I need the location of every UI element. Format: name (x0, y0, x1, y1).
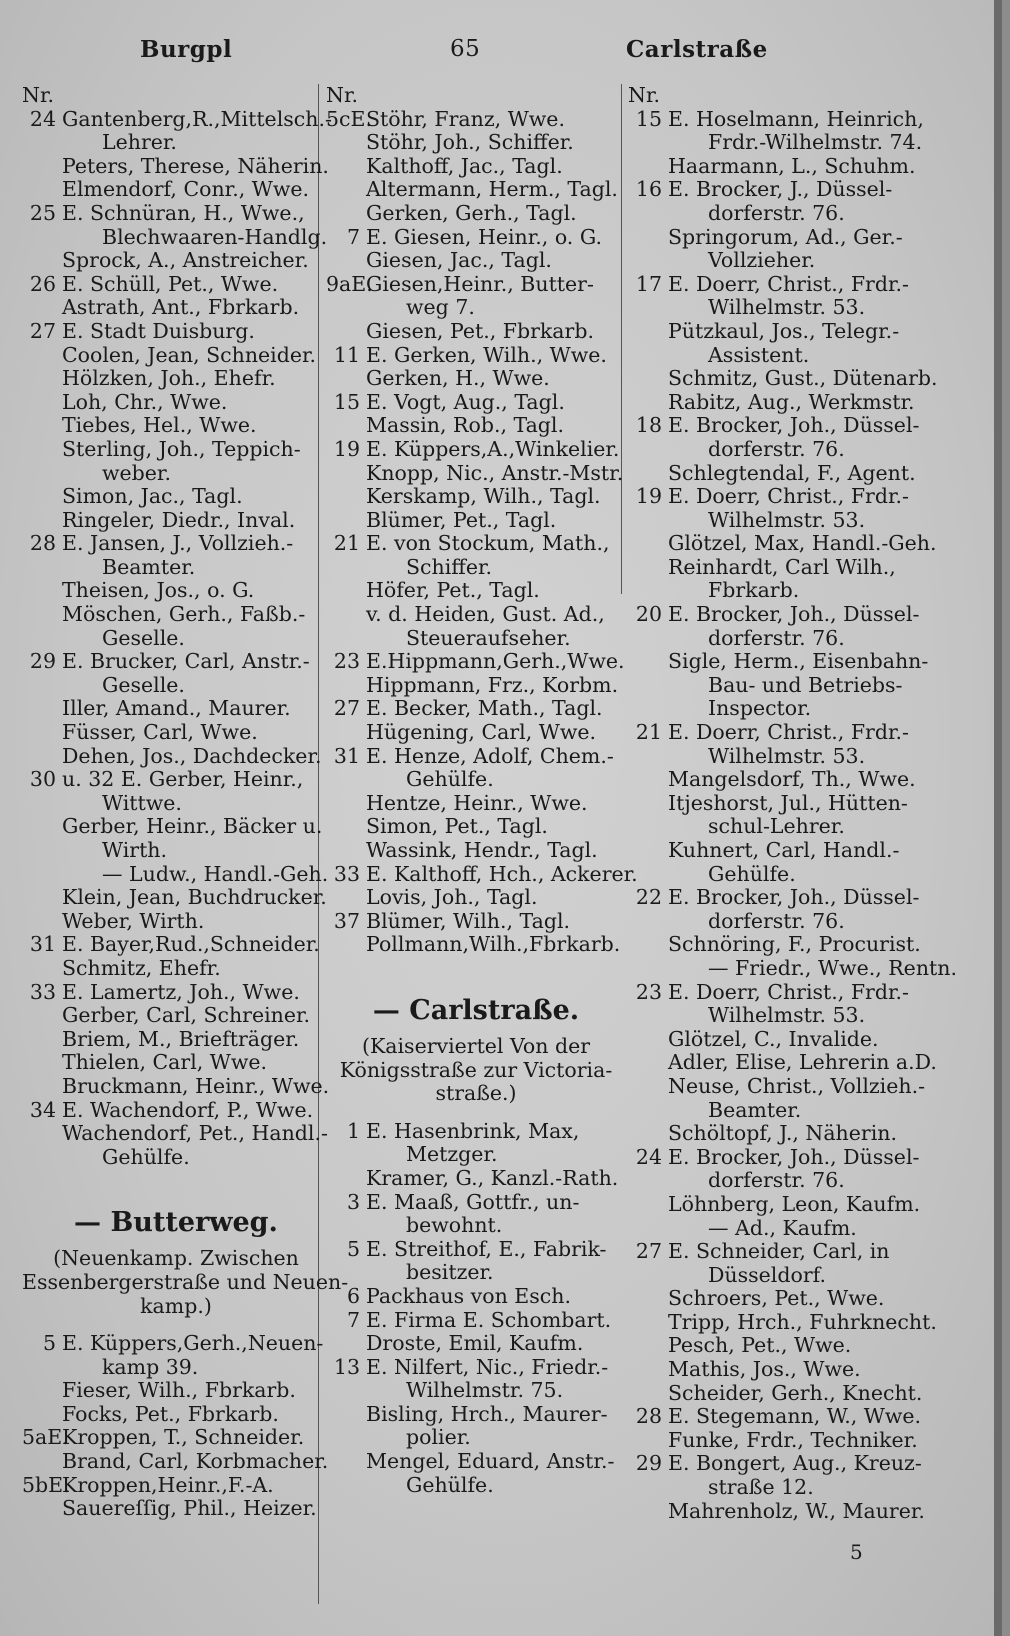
entry-line: Thielen, Carl, Wwe. (62, 1050, 268, 1075)
entry-line (628, 178, 928, 202)
footer-mark: 5 (850, 1540, 863, 1564)
entry-line: Hügening, Carl, Wwe. (366, 720, 597, 745)
entry-line: Sigle, Herm., Eisenbahn- (668, 649, 929, 674)
house-number: 5cE. (326, 106, 373, 131)
entry-line: Mangelsdorf, Th., Wwe. (668, 767, 916, 792)
house-number: 27 (635, 1239, 662, 1264)
entry-line (326, 532, 626, 556)
entry-line: Astrath, Ant., Fbrkarb. (62, 295, 300, 320)
entry-line: dorferstr. 76. (708, 200, 845, 225)
entry-line: — Ad., Kaufm. (708, 1215, 857, 1240)
entry-line: dorferstr. 76. (708, 436, 845, 461)
entry-text: E. Vogt, Aug., Tagl. (366, 389, 565, 414)
street-description: straße.) (435, 1081, 517, 1106)
entry-line: Simon, Pet., Tagl. (366, 814, 548, 839)
house-number: 24 (29, 106, 56, 131)
entry-line: Schroers, Pet., Wwe. (668, 1286, 885, 1311)
entry-line: Gerken, H., Wwe. (366, 366, 550, 391)
entry-line: weber. (102, 460, 171, 485)
entry-line (326, 1120, 626, 1144)
entry-line: Schmitz, Ehefr. (62, 955, 221, 980)
entry-line: Pollmann,Wilh.,Fbrkarb. (366, 932, 621, 957)
entry-line: Lovis, Joh., Tagl. (366, 885, 538, 910)
entry-text: E. Bayer,Rud.,Schneider. (62, 932, 320, 957)
entry-line: Klein, Jean, Buchdrucker. (62, 885, 327, 910)
house-number: 28 (29, 531, 56, 556)
house-number: 27 (29, 318, 56, 343)
house-number: 5aE. (22, 1425, 69, 1450)
house-number: 15 (333, 389, 360, 414)
entry-text: Stöhr, Franz, Wwe. (366, 106, 565, 131)
entry-line: Steueraufseher. (406, 625, 571, 650)
house-number: 19 (635, 484, 662, 509)
house-number: 11 (333, 342, 360, 367)
entry-line: Mathis, Jos., Wwe. (668, 1357, 861, 1382)
entry-line (326, 1238, 626, 1262)
entry-text: E. Jansen, J., Vollzieh.- (62, 531, 294, 556)
entry-line (22, 1474, 330, 1498)
house-number: 17 (635, 271, 662, 296)
entry-text: E. Brocker, Joh., Düssel- (668, 602, 920, 627)
entry-text: E. Gerken, Wilh., Wwe. (366, 342, 607, 367)
house-number: 9aE. (326, 271, 373, 296)
entry-line (22, 933, 330, 957)
entry-line: Löhnberg, Leon, Kaufm. (668, 1191, 921, 1216)
entry-line: Wirth. (102, 838, 168, 862)
entry-text: E. Doerr, Christ., Frdr.- (668, 720, 909, 745)
entry-line (326, 344, 626, 368)
entry-line: Sauereſſig, Phil., Heizer. (62, 1496, 317, 1521)
header-right: Carlstraße (626, 36, 768, 63)
entry-line: Schnöring, F., Procurist. (668, 932, 921, 957)
house-number: 5 (42, 1331, 56, 1356)
entry-line: Geselle. (102, 625, 185, 650)
entry-line (628, 273, 928, 297)
entry-line (326, 438, 626, 462)
entry-text: E. Bongert, Aug., Kreuz- (668, 1451, 922, 1476)
entry-line: Glötzel, Max, Handl.-Geh. (668, 531, 937, 556)
entry-line (628, 485, 928, 509)
entry-line: Knopp, Nic., Anstr.-Mstr. (366, 460, 624, 485)
entry-line: Itjeshorst, Jul., Hütten- (668, 790, 908, 815)
street-heading: — Carlstraße. (372, 994, 580, 1026)
house-number: 33 (29, 979, 56, 1004)
house-number: 15 (635, 106, 662, 131)
entry-text: E. von Stockum, Math., (366, 531, 610, 556)
entry-line (326, 910, 626, 934)
entry-text: E. Firma E. Schombart. (366, 1307, 612, 1332)
entry-line: Gerber, Carl, Schreiner. (62, 1003, 311, 1028)
house-number: 25 (29, 200, 56, 225)
entry-line (326, 1285, 626, 1309)
entry-line: dorferstr. 76. (708, 908, 845, 933)
entry-line (22, 650, 330, 674)
entry-line: Wilhelmstr. 53. (708, 743, 866, 768)
entry-text: E. Schüll, Pet., Wwe. (62, 271, 279, 296)
entry-line (326, 697, 626, 721)
house-number: 23 (333, 649, 360, 674)
entry-line: Blümer, Pet., Tagl. (366, 507, 557, 532)
entry-text: E. Wachendorf, P., Wwe. (62, 1097, 314, 1122)
entry-line: Hölzken, Joh., Ehefr. (62, 366, 276, 391)
entry-line: Pesch, Pet., Wwe. (668, 1333, 852, 1358)
entry-text: E. Brocker, J., Düssel- (668, 177, 893, 202)
entry-text: E. Doerr, Christ., Frdr.- (668, 484, 909, 509)
entry-text: E. Giesen, Heinr., o. G. (366, 224, 602, 249)
entry-line: Vollzieher. (708, 248, 816, 273)
entry-line (628, 1146, 928, 1170)
house-number: 28 (635, 1404, 662, 1429)
entry-line (326, 650, 626, 674)
entry-text: E. Küppers,Gerh.,Neuen- (62, 1331, 324, 1356)
entry-line: Bau- und Betriebs- (708, 672, 903, 697)
entry-line: Wittwe. (102, 790, 182, 815)
house-number: 31 (29, 932, 56, 957)
entry-line: Scheider, Gerh., Knecht. (668, 1380, 923, 1405)
entry-line: Mengel, Eduard, Anstr.- (366, 1449, 615, 1474)
entry-line: Fieser, Wilh., Fbrkarb. (62, 1378, 296, 1403)
entry-line: Bisling, Hrch., Maurer- (366, 1401, 608, 1426)
house-number: 24 (635, 1144, 662, 1169)
street-description: (Kaiserviertel Von der (361, 1033, 591, 1058)
street-description: (Neuenkamp. Zwischen (53, 1246, 299, 1271)
entry-line: Focks, Pet., Fbrkarb. (62, 1401, 279, 1426)
entry-text: u. 32 E. Gerber, Heinr., (62, 767, 304, 792)
entry-line: Reinhardt, Carl Wilh., (668, 554, 896, 579)
entry-line (628, 981, 928, 1005)
entry-line: Tripp, Hrch., Fuhrknecht. (668, 1309, 937, 1334)
entry-line: Brand, Carl, Korbmacher. (62, 1449, 329, 1474)
entry-line: Elmendorf, Conr., Wwe. (62, 177, 310, 202)
entry-line: Kramer, G., Kanzl.-Rath. (366, 1165, 619, 1190)
entry-line: Rabitz, Aug., Werkmstr. (668, 389, 915, 414)
entry-line: Stöhr, Joh., Schiffer. (366, 130, 574, 155)
entry-text: E. Doerr, Christ., Frdr.- (668, 979, 909, 1004)
page-edge (994, 0, 1002, 1636)
entry-text: E. Brucker, Carl, Anstr.- (62, 649, 310, 674)
entry-line: Weber, Wirth. (62, 908, 205, 933)
entry-line: dorferstr. 76. (708, 1168, 845, 1193)
entry-line: Gehülfe. (406, 1472, 494, 1497)
entry-line: Springorum, Ad., Ger.- (668, 224, 903, 249)
entry-line: Möschen, Gerh., Faßb.- (62, 602, 306, 627)
entry-line: Inspector. (708, 696, 812, 721)
entry-line: Simon, Jac., Tagl. (62, 484, 243, 509)
entry-line (22, 108, 330, 132)
house-number: 26 (29, 271, 56, 296)
house-number: 31 (333, 743, 360, 768)
entry-line: Pützkaul, Jos., Telegr.- (668, 318, 900, 343)
entry-text: Kroppen, T., Schneider. (62, 1425, 305, 1450)
entry-line: Neuse, Christ., Vollzieh.- (668, 1073, 926, 1098)
entry-line: Gerken, Gerh., Tagl. (366, 200, 577, 225)
entry-line: Sterling, Joh., Teppich- (62, 436, 301, 461)
entry-line: Beamter. (102, 554, 196, 579)
entry-line (22, 1332, 330, 1356)
entry-line: Wilhelmstr. 53. (708, 295, 866, 320)
page-number: 65 (450, 36, 481, 62)
entry-line: Funke, Frdr., Techniker. (668, 1427, 918, 1452)
entry-line: Lehrer. (102, 130, 177, 155)
entry-text: E. Henze, Adolf, Chem.- (366, 743, 614, 768)
entry-text: E. Brocker, Joh., Düssel- (668, 413, 920, 438)
entry-line: Gehülfe. (102, 1144, 190, 1169)
house-number: 34 (29, 1097, 56, 1122)
entry-line (628, 1240, 928, 1264)
spacer (22, 1318, 330, 1332)
entry-line: Metzger. (406, 1142, 498, 1167)
entry-line: Schlegtendal, F., Agent. (668, 460, 916, 485)
entry-line: Assistent. (708, 342, 810, 367)
entry-line (22, 273, 330, 297)
entry-line (628, 1452, 928, 1476)
house-number: 37 (333, 908, 360, 933)
entry-line: Wilhelmstr. 53. (708, 507, 866, 532)
entry-line: — Friedr., Wwe., Rentn. (708, 955, 957, 980)
house-number: 29 (635, 1451, 662, 1476)
entry-line (326, 745, 626, 769)
column-2 (326, 83, 638, 1497)
entry-line (22, 532, 330, 556)
house-number: 3 (346, 1189, 360, 1214)
entry-text: E. Nilfert, Nic., Friedr.- (366, 1354, 609, 1379)
entry-line: besitzer. (406, 1260, 494, 1285)
entry-line: Höfer, Pet., Tagl. (366, 578, 540, 603)
house-number: 33 (333, 861, 360, 886)
street-heading: — Butterweg. (74, 1207, 278, 1239)
column-3 (628, 83, 957, 1523)
entry-line: polier. (406, 1425, 471, 1450)
entry-text: E. Lamertz, Joh., Wwe. (62, 979, 300, 1004)
entry-text: Giesen,Heinr., Butter- (366, 271, 594, 296)
column-label: Nr. (628, 83, 661, 107)
spacer (22, 1169, 330, 1199)
entry-line: kamp 39. (102, 1354, 199, 1379)
entry-line (326, 108, 626, 132)
entry-line (326, 1191, 626, 1215)
entry-text: E. Stadt Duisburg. (62, 318, 255, 343)
entry-line: Droste, Emil, Kaufm. (366, 1331, 584, 1356)
entry-line: — Ludw., Handl.-Geh. (102, 861, 329, 886)
entry-line: Altermann, Herm., Tagl. (366, 177, 618, 202)
entry-text: E. Küppers,A.,Winkelier. (366, 436, 620, 461)
entry-line: Fbrkarb. (708, 578, 800, 603)
entry-text: Gantenberg,R.,Mittelsch.- (62, 106, 332, 131)
entry-line: Hentze, Heinr., Wwe. (366, 790, 588, 815)
entry-line: Mahrenholz, W., Maurer. (668, 1498, 925, 1523)
entry-text: Packhaus von Esch. (366, 1283, 571, 1308)
entry-line: Glötzel, C., Invalide. (668, 1026, 879, 1051)
entry-text: E. Becker, Math., Tagl. (366, 696, 603, 721)
entry-line (22, 1426, 330, 1450)
street-description: Königsstraße zur Victoria- (339, 1057, 613, 1082)
entry-line (628, 603, 928, 627)
entry-line (22, 1099, 330, 1123)
entry-line (22, 768, 330, 792)
entry-line: Gerber, Heinr., Bäcker u. (62, 814, 323, 839)
entry-text: E. Stegemann, W., Wwe. (668, 1404, 922, 1429)
entry-line: v. d. Heiden, Gust. Ad., (366, 602, 605, 627)
entry-line: Tiebes, Hel., Wwe. (62, 413, 257, 438)
entry-text: E. Hasenbrink, Max, (366, 1118, 580, 1143)
street-description: Essenbergerstraße und Neuen- (22, 1269, 349, 1294)
house-number: 27 (333, 696, 360, 721)
entry-line (326, 273, 626, 297)
entry-line (628, 1405, 928, 1429)
entry-text: E. Maaß, Gottfr., un- (366, 1189, 580, 1214)
entry-line (628, 414, 928, 438)
entry-text: E. Brocker, Joh., Düssel- (668, 1144, 920, 1169)
entry-line (628, 886, 928, 910)
house-number: 13 (333, 1354, 360, 1379)
entry-line: Giesen, Pet., Fbrkarb. (366, 318, 594, 343)
entry-line: schul-Lehrer. (708, 814, 845, 839)
entry-line: Gehülfe. (708, 861, 796, 886)
house-number: 1 (346, 1118, 360, 1143)
entry-line: Schmitz, Gust., Dütenarb. (668, 366, 938, 391)
street-description: kamp.) (140, 1293, 212, 1318)
spacer (326, 1106, 626, 1120)
house-number: 16 (635, 177, 662, 202)
entry-line: straße 12. (708, 1475, 814, 1500)
entry-line: Massin, Rob., Tagl. (366, 413, 564, 438)
entry-line (326, 226, 626, 250)
entry-line: Loh, Chr., Wwe. (62, 389, 228, 414)
entry-line: Beamter. (708, 1097, 802, 1122)
house-number: 7 (346, 1307, 360, 1332)
entry-line: Wachendorf, Pet., Handl.- (62, 1121, 328, 1146)
entry-text: Blümer, Wilh., Tagl. (366, 908, 571, 933)
column-label: Nr. (326, 83, 359, 107)
entry-line: weg 7. (406, 295, 475, 320)
entry-line (326, 861, 638, 887)
house-number: 18 (635, 413, 662, 438)
entry-line: Adler, Elise, Lehrerin a.D. (668, 1050, 937, 1075)
house-number: 29 (29, 649, 56, 674)
entry-line: Dehen, Jos., Dachdecker. (62, 743, 322, 768)
entry-line (22, 320, 330, 344)
column-label: Nr. (22, 83, 55, 107)
entry-line: Bruckmann, Heinr., Wwe. (62, 1073, 330, 1098)
house-number: 22 (635, 885, 662, 910)
house-number: 21 (635, 720, 662, 745)
entry-line: Wilhelmstr. 75. (406, 1378, 564, 1403)
entry-line (326, 1309, 626, 1333)
entry-line: Düsseldorf. (708, 1262, 827, 1287)
entry-line: Kuhnert, Carl, Handl.- (668, 838, 900, 862)
entry-line: Schiffer. (406, 554, 493, 579)
entry-text: E.Hippmann,Gerh.,Wwe. (366, 649, 625, 674)
entry-text: E. Brocker, Joh., Düssel- (668, 885, 920, 910)
entry-line: Coolen, Jean, Schneider. (62, 342, 317, 367)
entry-line: Füsser, Carl, Wwe. (62, 720, 258, 745)
entry-text: E. Doerr, Christ., Frdr.- (668, 271, 909, 296)
house-number: 6 (346, 1283, 360, 1308)
entry-line: Kalthoff, Jac., Tagl. (366, 153, 563, 178)
entry-text: E. Kalthoff, Hch., Ackerer. (366, 861, 638, 886)
entry-line (326, 1356, 626, 1380)
entry-line (22, 202, 330, 226)
house-number: 21 (333, 531, 360, 556)
entry-line: Sprock, A., Anstreicher. (62, 248, 309, 273)
entry-line: Giesen, Jac., Tagl. (366, 248, 552, 273)
entry-line: Wilhelmstr. 53. (708, 1003, 866, 1028)
entry-text: E. Streithof, E., Fabrik- (366, 1236, 607, 1261)
entry-line: bewohnt. (406, 1213, 503, 1238)
entry-line: Theisen, Jos., o. G. (62, 578, 255, 603)
entry-line: Briem, M., Briefträger. (62, 1026, 300, 1051)
entry-line (326, 391, 626, 415)
entry-line: Wassink, Hendr., Tagl. (366, 838, 598, 862)
house-number: 23 (635, 979, 662, 1004)
entry-line: Kerskamp, Wilh., Tagl. (366, 484, 601, 509)
entry-text: E. Schnüran, H., Wwe., (62, 200, 305, 225)
house-number: 30 (29, 767, 56, 792)
entry-line: dorferstr. 76. (708, 625, 845, 650)
entry-line: Peters, Therese, Näherin. (62, 153, 329, 178)
entry-line: Ringeler, Diedr., Inval. (62, 507, 296, 532)
house-number: 19 (333, 436, 360, 461)
header-left: Burgpl (140, 36, 233, 63)
entry-line: Gehülfe. (406, 767, 494, 792)
entry-line (628, 108, 928, 132)
entry-line: Haarmann, L., Schuhm. (668, 153, 916, 178)
entry-line (628, 721, 928, 745)
spacer (326, 957, 626, 987)
entry-line: Hippmann, Frz., Korbm. (366, 672, 619, 697)
house-number: 20 (635, 602, 662, 627)
entry-line: Blechwaaren-Handlg. (102, 224, 328, 249)
house-number: 5bE. (22, 1472, 70, 1497)
entry-text: Kroppen,Heinr.,F.-A. (62, 1472, 274, 1497)
entry-line: Geselle. (102, 672, 185, 697)
entry-line: Frdr.-Wilhelmstr. 74. (708, 130, 923, 155)
entry-text: E. Hoselmann, Heinrich, (668, 106, 924, 131)
entry-line: Schöltopf, J., Näherin. (668, 1121, 897, 1146)
entry-line: Iller, Amand., Maurer. (62, 696, 291, 721)
house-number: 7 (346, 224, 360, 249)
house-number: 5 (346, 1236, 360, 1261)
entry-line (22, 981, 330, 1005)
entry-text: E. Schneider, Carl, in (668, 1239, 890, 1264)
